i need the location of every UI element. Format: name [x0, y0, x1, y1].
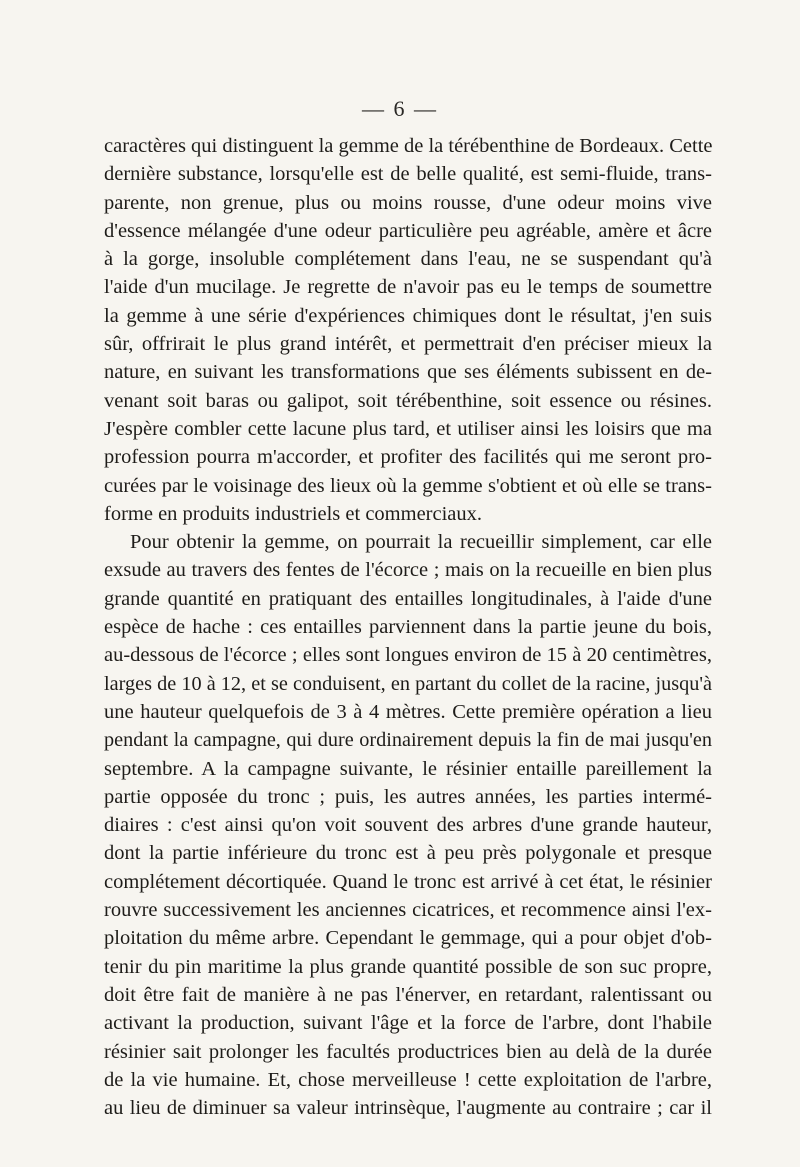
text-line: résinier sait prolonger les facultés productrices bien au delà de la durée	[104, 1040, 712, 1063]
text-line: curées par le voisinage des lieux où la gemme s'obtient et où elle se trans-	[104, 474, 712, 497]
text-line: sûr, offrirait le plus grand intérêt, et permettrait d'en préciser mieux la	[104, 333, 712, 356]
text-line: dernière substance, lorsqu'elle est de belle qualité, est semi-fluide, trans-	[104, 163, 712, 186]
text-line: venant soit baras ou galipot, soit térébenthine, soit essence ou résines.	[104, 389, 712, 412]
text-line: tenir du pin maritime la plus grande quantité possible de son suc propre,	[104, 955, 712, 978]
text-line: dont la partie inférieure du tronc est à peu près polygonale et presque	[104, 842, 712, 865]
text-line: à la gorge, insoluble complétement dans l'eau, ne se suspendant qu'à	[104, 248, 712, 271]
page-number: — 6 —	[362, 96, 438, 121]
text-line: espèce de hache : ces entailles parviennent dans la partie jeune du bois,	[104, 616, 712, 639]
text-line: J'espère combler cette lacune plus tard, et utiliser ainsi les loisirs que ma	[104, 417, 712, 440]
text-line: parente, non grenue, plus ou moins rousse, d'une odeur moins vive	[104, 191, 712, 214]
paragraph-first-line: Pour obtenir la gemme, on pourrait la recueillir simplement, car elle	[130, 531, 712, 554]
text-line: rouvre successivement les anciennes cicatrices, et recommence ainsi l'ex-	[104, 899, 712, 922]
text-line: ploitation du même arbre. Cependant le gemmage, qui a pour objet d'ob-	[104, 927, 712, 950]
text-line: doit être fait de manière à ne pas l'énerver, en retardant, ralentissant ou	[104, 983, 712, 1006]
text-line: pendant la campagne, qui dure ordinairement depuis la fin de mai jusqu'en	[104, 729, 712, 752]
text-line: larges de 10 à 12, et se conduisent, en partant du collet de la racine, jusqu'à	[104, 672, 712, 695]
body-text	[104, 132, 712, 1122]
text-line: d'essence mélangée d'une odeur particulière peu agréable, amère et âcre	[104, 219, 712, 242]
paragraph-last-line: forme en produits industriels et commerciaux.	[104, 502, 483, 525]
text-line: de la vie humaine. Et, chose merveilleuse ! cette exploitation de l'arbre,	[104, 1068, 712, 1091]
text-line: caractères qui distinguent la gemme de la térébenthine de Bordeaux. Cette	[104, 135, 712, 157]
text-line: une hauteur quelquefois de 3 à 4 mètres. Cette première opération a lieu	[104, 700, 712, 723]
text-line: profession pourra m'accorder, et profiter des facilités qui me seront pro-	[104, 446, 712, 469]
text-line: complétement décortiquée. Quand le tronc est arrivé à cet état, le résinier	[104, 870, 712, 893]
text-line: la gemme à une série d'expériences chimiques dont le résultat, j'en suis	[104, 304, 712, 327]
text-line: activant la production, suivant l'âge et la force de l'arbre, dont l'habile	[104, 1012, 712, 1035]
text-line: au lieu de diminuer sa valeur intrinsèque, l'augmente au contraire ; car il	[104, 1097, 712, 1120]
text-line: exsude au travers des fentes de l'écorce ; mais on la recueille en bien plus	[104, 559, 712, 582]
text-line: l'aide d'un mucilage. Je regrette de n'avoir pas eu le temps de soumettre	[104, 276, 712, 299]
text-line: grande quantité en pratiquant des entailles longitudinales, à l'aide d'une	[104, 587, 712, 610]
text-line: septembre. A la campagne suivante, le résinier entaille pareillement la	[104, 757, 712, 780]
text-line: nature, en suivant les transformations que ses éléments subissent en de-	[104, 361, 712, 384]
text-line: au-dessous de l'écorce ; elles sont longues environ de 15 à 20 centimètres,	[104, 644, 712, 667]
text-line: diaires : c'est ainsi qu'on voit souvent des arbres d'une grande hauteur,	[104, 814, 712, 837]
text-line: partie opposée du tronc ; puis, les autres années, les parties intermé-	[104, 785, 712, 808]
